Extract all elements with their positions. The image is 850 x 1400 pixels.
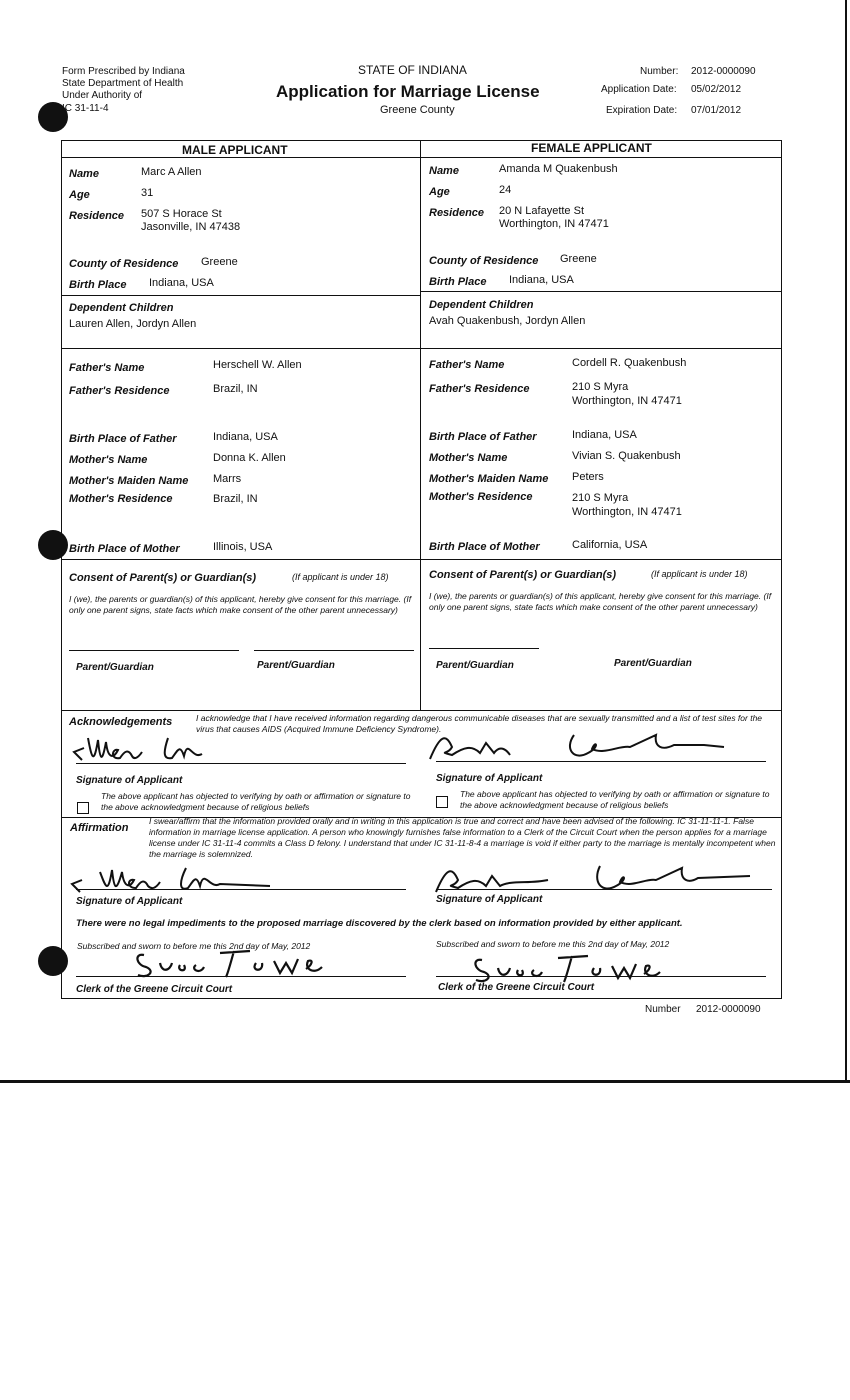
male-consent-title: Consent of Parent(s) or Guardian(s) <box>69 572 257 584</box>
page-edge <box>845 0 847 1082</box>
affirmation-text: I swear/affirm that the information provided orally and in writing in this application is true and correct and have been advised of the following. IC 31-11-11-1. False information in marriage license application. A person who knowingly furnishes false information to a Clerk of the Circuit Court when the person applies for a marriage license under IC 31-11-4 commits a Class D felony. I understand that under IC 31-11-8-4 a marriage is void if either party to the marriage is mentally incompetent when the marriage is solemnized. <box>149 816 776 859</box>
male-mother-birth-place-value: Illinois, USA <box>213 541 273 553</box>
form-authority-line2: State Department of Health <box>62 78 184 89</box>
female-age-label: Age <box>429 186 450 198</box>
female-residence-line2: Worthington, IN 47471 <box>499 218 609 230</box>
male-religious-objection-text: The above applicant has objected to verifying by oath or affirmation or signature to the above acknowledgment because of religious beliefs <box>101 791 411 812</box>
female-applicant-heading: FEMALE APPLICANT <box>531 141 652 155</box>
female-father-name-label: Father's Name <box>429 359 505 371</box>
female-clerk-signature-line <box>436 976 766 977</box>
section-divider <box>420 291 782 292</box>
female-name-label: Name <box>429 165 459 177</box>
female-mother-name-label: Mother's Name <box>429 452 508 464</box>
male-father-birth-place-value: Indiana, USA <box>213 431 278 443</box>
county-heading: Greene County <box>380 104 455 116</box>
male-clerk-signature-line <box>76 976 406 977</box>
male-clerk-label: Clerk of the Greene Circuit Court <box>76 984 233 995</box>
affirmation-heading: Affirmation <box>70 822 129 834</box>
male-father-name-label: Father's Name <box>69 362 145 374</box>
male-dependent-children-value: Lauren Allen, Jordyn Allen <box>69 318 197 330</box>
female-affirmation-signature-label: Signature of Applicant <box>436 894 543 905</box>
application-date-label: Application Date: <box>601 84 677 95</box>
female-residence-line1: 20 N Lafayette St <box>499 205 584 217</box>
state-heading: STATE OF INDIANA <box>358 63 467 77</box>
male-birth-place-value: Indiana, USA <box>149 277 214 289</box>
female-religious-objection-checkbox[interactable] <box>436 796 448 808</box>
expiration-date-value: 07/01/2012 <box>691 105 742 116</box>
male-county-value: Greene <box>201 256 238 268</box>
page-title: Application for Marriage License <box>276 82 540 101</box>
male-father-residence-label: Father's Residence <box>69 385 170 397</box>
no-impediments-statement: There were no legal impediments to the proposed marriage discovered by the clerk based on information provided by either applicant. <box>76 918 683 929</box>
female-mother-maiden-value: Peters <box>572 471 604 483</box>
female-affirmation-signature-line <box>436 889 772 890</box>
male-mother-name-value: Donna K. Allen <box>213 452 286 464</box>
female-parent-guardian-label-2: Parent/Guardian <box>614 658 692 669</box>
acknowledgements-text: I acknowledge that I have received information regarding dangerous communicable diseases that are sexually transmitted and a list of test sites for the virus that causes AIDS (Acquired Immune Deficiency Syndrome). <box>196 713 763 734</box>
male-mother-residence-label: Mother's Residence <box>69 493 173 505</box>
male-mother-birth-place-label: Birth Place of Mother <box>69 543 180 555</box>
female-mother-residence-label: Mother's Residence <box>429 491 533 503</box>
expiration-date-label: Expiration Date: <box>606 105 678 116</box>
column-divider <box>420 140 421 711</box>
female-residence-label: Residence <box>429 207 485 219</box>
female-affirmation-signature <box>430 854 770 898</box>
female-father-birth-place-value: Indiana, USA <box>572 429 637 441</box>
male-dependent-children-label: Dependent Children <box>69 302 174 314</box>
female-subscribed-text: Subscribed and sworn to before me this 2nd day of May, 2012 <box>436 939 670 949</box>
female-father-name-value: Cordell R. Quakenbush <box>572 357 687 369</box>
female-county-value: Greene <box>560 253 597 265</box>
female-mother-birth-place-value: California, USA <box>572 539 648 551</box>
male-name-label: Name <box>69 168 99 180</box>
female-dependent-children-label: Dependent Children <box>429 299 534 311</box>
male-father-name-value: Herschell W. Allen <box>213 359 302 371</box>
male-mother-residence-value: Brazil, IN <box>213 493 258 505</box>
male-residence-label: Residence <box>69 210 125 222</box>
male-residence-line1: 507 S Horace St <box>141 208 222 220</box>
page-bottom-edge <box>0 1080 850 1083</box>
number-label: Number: <box>640 66 679 77</box>
number-value: 2012-0000090 <box>691 66 756 77</box>
female-acknowledgement-signature <box>424 725 744 765</box>
female-mother-maiden-label: Mother's Maiden Name <box>429 473 549 485</box>
acknowledgements-heading: Acknowledgements <box>69 716 173 728</box>
female-clerk-label: Clerk of the Greene Circuit Court <box>438 982 595 993</box>
female-ack-signature-line <box>436 761 766 762</box>
male-affirmation-signature-label: Signature of Applicant <box>76 896 183 907</box>
male-parent-signature-line <box>69 650 239 651</box>
male-consent-note: (If applicant is under 18) <box>292 572 389 582</box>
male-age-label: Age <box>69 189 90 201</box>
male-affirmation-signature-line <box>76 889 406 890</box>
female-birth-place-label: Birth Place <box>429 276 487 288</box>
male-parent-guardian-label-2: Parent/Guardian <box>257 660 335 671</box>
female-father-residence-line2: Worthington, IN 47471 <box>572 395 682 407</box>
female-mother-residence-line1: 210 S Myra <box>572 492 629 504</box>
male-age-value: 31 <box>141 187 154 199</box>
female-clerk-signature <box>468 950 668 986</box>
female-parent-guardian-label: Parent/Guardian <box>436 660 514 671</box>
female-age-value: 24 <box>499 184 512 196</box>
female-consent-title: Consent of Parent(s) or Guardian(s) <box>429 569 617 581</box>
male-religious-objection-checkbox[interactable] <box>77 802 89 814</box>
male-county-label: County of Residence <box>69 258 179 270</box>
male-ack-signature-line <box>76 763 406 764</box>
female-father-residence-label: Father's Residence <box>429 383 530 395</box>
male-consent-text: I (we), the parents or guardian(s) of this applicant, hereby give consent for this marriage. (If only one parent signs, state facts which make consent of the other parent unnecessary) <box>69 594 412 615</box>
male-parent-guardian-label: Parent/Guardian <box>76 662 154 673</box>
male-acknowledgement-signature <box>72 730 272 770</box>
female-ack-signature-label: Signature of Applicant <box>436 773 543 784</box>
male-parent-signature-line <box>254 650 414 651</box>
male-mother-maiden-value: Marrs <box>213 473 242 485</box>
male-mother-name-label: Mother's Name <box>69 454 148 466</box>
female-dependent-children-value: Avah Quakenbush, Jordyn Allen <box>429 315 586 327</box>
male-birth-place-label: Birth Place <box>69 279 127 291</box>
female-mother-name-value: Vivian S. Quakenbush <box>572 450 681 462</box>
male-applicant-heading: MALE APPLICANT <box>182 143 288 157</box>
female-religious-objection-text: The above applicant has objected to verifying by oath or affirmation or signature to the above acknowledgment because of religious beliefs <box>460 789 770 810</box>
form-authority-line4: IC 31-11-4 <box>62 103 109 114</box>
female-mother-residence-line2: Worthington, IN 47471 <box>572 506 682 518</box>
female-county-label: County of Residence <box>429 255 539 267</box>
section-divider <box>61 710 782 711</box>
female-father-residence-line1: 210 S Myra <box>572 381 629 393</box>
footer-number-value: 2012-0000090 <box>696 1004 761 1015</box>
male-father-residence-value: Brazil, IN <box>213 383 258 395</box>
female-consent-text: I (we), the parents or guardian(s) of this applicant, hereby give consent for this marriage. (If only one parent signs, state facts which make consent of the other parent unnecessary) <box>429 591 772 612</box>
male-mother-maiden-label: Mother's Maiden Name <box>69 475 189 487</box>
female-parent-signature-line <box>429 648 539 649</box>
male-name-value: Marc A Allen <box>141 166 202 178</box>
application-date-value: 05/02/2012 <box>691 84 742 95</box>
male-residence-line2: Jasonville, IN 47438 <box>141 221 241 233</box>
footer-number-label: Number <box>645 1004 681 1015</box>
female-name-value: Amanda M Quakenbush <box>499 163 618 175</box>
female-birth-place-value: Indiana, USA <box>509 274 574 286</box>
female-consent-note: (If applicant is under 18) <box>651 569 748 579</box>
male-father-birth-place-label: Birth Place of Father <box>69 433 177 445</box>
section-divider <box>61 559 782 560</box>
section-divider <box>61 348 782 349</box>
form-authority-line1: Form Prescribed by Indiana <box>62 66 185 77</box>
section-divider <box>61 295 421 296</box>
female-father-birth-place-label: Birth Place of Father <box>429 431 537 443</box>
male-ack-signature-label: Signature of Applicant <box>76 775 183 786</box>
form-authority-line3: Under Authority of <box>62 90 143 101</box>
female-mother-birth-place-label: Birth Place of Mother <box>429 541 540 553</box>
male-subscribed-text: Subscribed and sworn to before me this 2nd day of May, 2012 <box>77 941 311 951</box>
header-divider <box>61 157 782 158</box>
